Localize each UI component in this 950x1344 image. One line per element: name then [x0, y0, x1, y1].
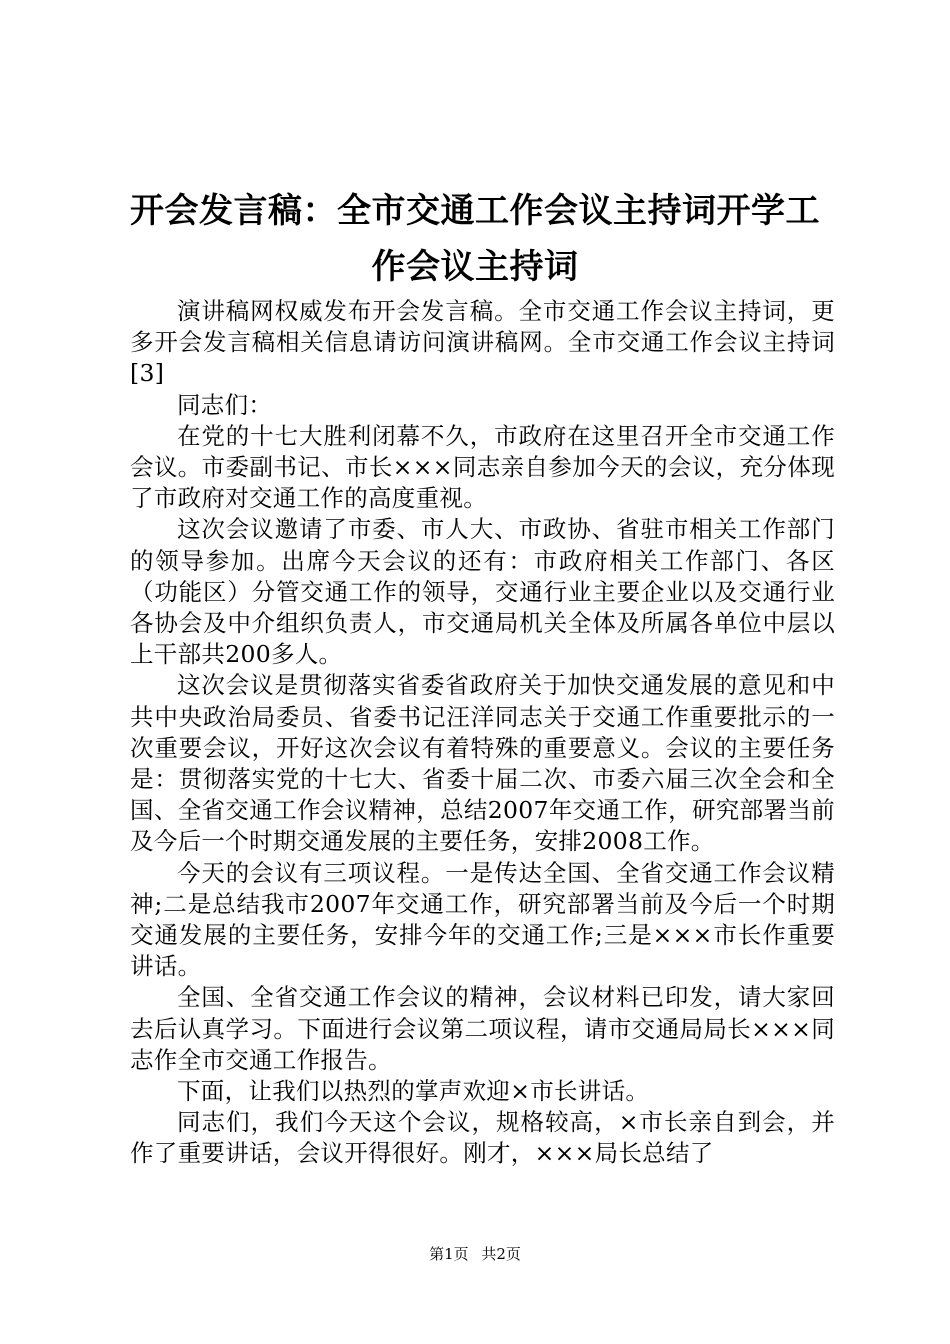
paragraph: 这次会议是贯彻落实省委省政府关于加快交通发展的意见和中共中央政治局委员、省委书记汪洋同志关于交通工作重要批示的一次重要会议，开好这次会议有着特殊的重要意义。会议的主要任务是：贯彻落实党的十七大、省委十届二次、市委六届三次全会和全国、全省交通工作会议精神，总结2007年交通工作，研究部署当前及今后一个时期交通发展的主要任务，安排2008工作。	[130, 671, 835, 856]
title-line-2: 作会议主持词	[371, 247, 579, 287]
paragraph: 全国、全省交通工作会议的精神，会议材料已印发，请大家回去后认真学习。下面进行会议第二项议程，请市交通局局长×××同志作全市交通工作报告。	[130, 983, 835, 1074]
page-footer	[0, 1244, 950, 1264]
paragraph: 下面，让我们以热烈的掌声欢迎×市长讲话。	[177, 1077, 650, 1106]
paragraph-salutation: 同志们：	[177, 390, 273, 419]
page-total: 共2页	[481, 1245, 521, 1263]
document-title	[110, 183, 840, 295]
paragraph: 同志们，我们今天这个会议，规格较高，×市长亲自到会，并作了重要讲话，会议开得很好。刚才，×××局长总结了	[130, 1108, 835, 1168]
paragraph: 今天的会议有三项议程。一是传达全国、全省交通工作会议精神;二是总结我市2007年交通工作，研究部署当前及今后一个时期交通发展的主要任务，安排今年的交通工作;三是×××市长作重要讲话。	[130, 858, 835, 981]
paragraph: 在党的十七大胜利闭幕不久，市政府在这里召开全市交通工作会议。市委副书记、市长×××同志亲自参加今天的会议，充分体现了市政府对交通工作的高度重视。	[130, 421, 835, 513]
document-body	[130, 296, 835, 1170]
title-line-1: 开会发言稿：全市交通工作会议主持词开学工	[130, 191, 820, 231]
page-number: 第1页	[429, 1245, 469, 1263]
paragraph: 这次会议邀请了市委、市人大、市政协、省驻市相关工作部门的领导参加。出席今天会议的还有：市政府相关工作部门、各区（功能区）分管交通工作的领导，交通行业主要企业以及交通行业各协会及中介组织负责人，市交通局机关全体及所属各单位中层以上干部共200多人。	[130, 515, 835, 669]
paragraph-intro: 演讲稿网权威发布开会发言稿。全市交通工作会议主持词，更多开会发言稿相关信息请访问演讲稿网。全市交通工作会议主持词[3]	[130, 297, 835, 388]
